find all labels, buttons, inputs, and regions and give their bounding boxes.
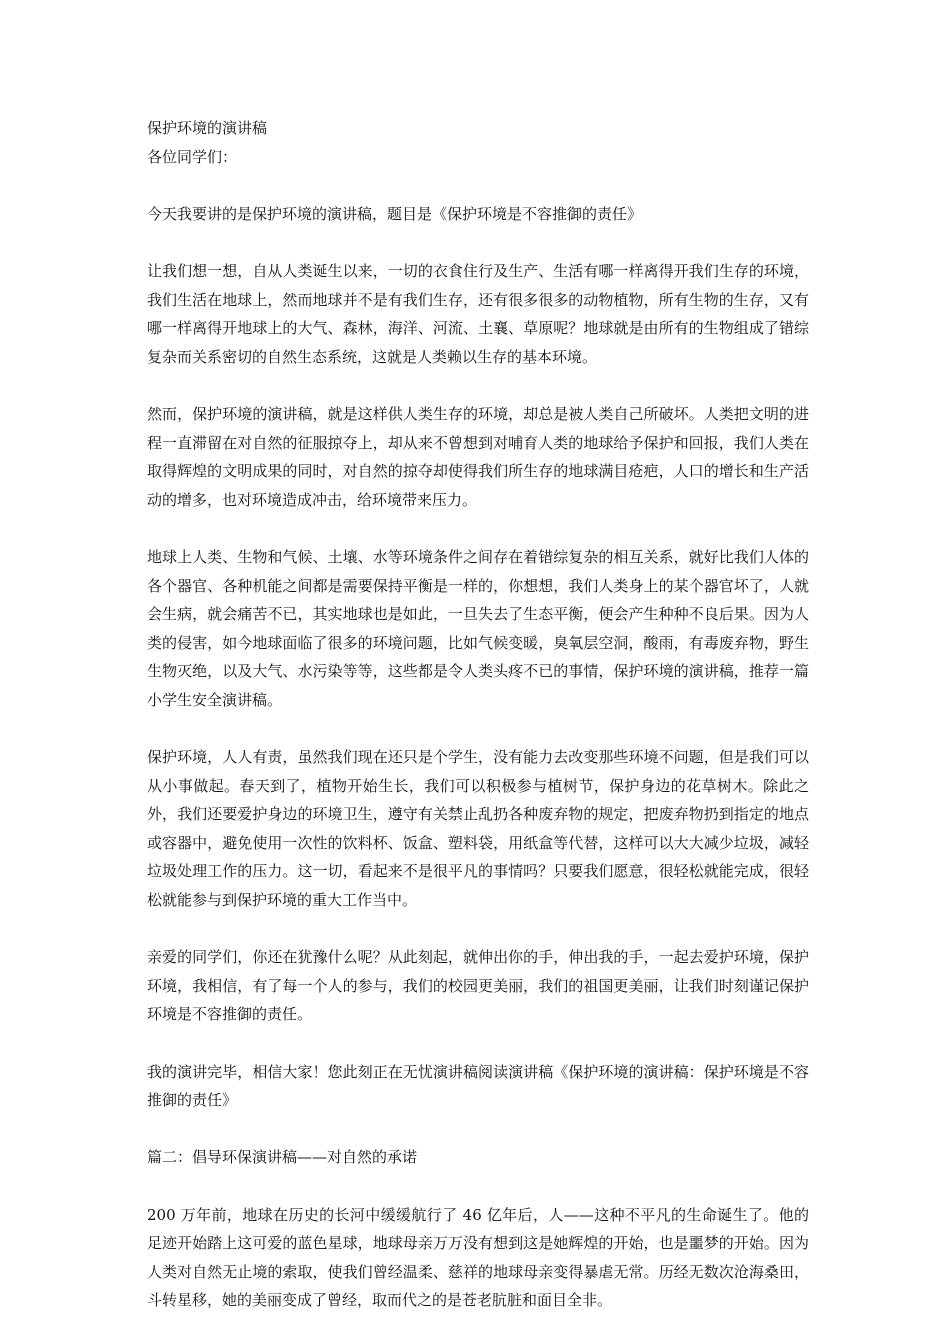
greeting: 各位同学们： (147, 147, 238, 166)
document-title: 保护环境的演讲稿 (147, 119, 268, 137)
section-two-heading: 篇二：倡导环保演讲稿——对自然的承诺 (147, 1148, 418, 1167)
document-body (147, 114, 809, 1344)
paragraph-topic: 今天我要讲的是保护环境的演讲稿，题目是《保护环境是不容推御的责任》 (147, 204, 643, 223)
paragraph-responsibility: 保护环境，人人有责，虽然我们现在还只是个学生，没有能力去改变那些环境不问题，但是我们可以从小事做起。春天到了，植物开始生长，我们可以积极参与植树节，保护身边的花草树木。除此之外，我们还要爱护身边的环境卫生，遵守有关禁止乱扔各种废弃物的规定，把废弃物扔到指定的地点或容器中，避免使用一次性的饮料杯、饭盒、塑料袋，用纸盒等代替，这样可以大大减少垃圾，减轻垃圾处理工作的压力。这一切，看起来不是很平凡的事情吗？只要我们愿意，很轻松就能完成，很轻松就能参与到保护环境的重大工作当中。 (147, 748, 809, 910)
paragraph-call-to-action: 亲爱的同学们，你还在犹豫什么呢？从此刻起，就伸出你的手，伸出我的手，一起去爱护环境，保护环境，我相信，有了每一个人的参与，我们的校园更美丽，我们的祖国更美丽，让我们时刻谨记保护环境是不容推御的责任。 (147, 948, 809, 1024)
paragraph-balance: 地球上人类、生物和气候、土壤、水等环境条件之间存在着错综复杂的相互关系，就好比我们人体的各个器官、各种机能之间都是需要保持平衡是一样的，你想想，我们人类身上的某个器官坏了，人就会生病，就会痛苦不已，其实地球也是如此，一旦失去了生态平衡，便会产生种种不良后果。因为人类的侵害，如今地球面临了很多的环境问题，比如气候变暖，臭氧层空洞，酸雨，有毒废弃物，野生生物灭绝，以及大气、水污染等等，这些都是令人类头疼不已的事情，保护环境的演讲稿，推荐一篇小学生安全演讲稿。 (147, 547, 809, 709)
paragraph-history: 200 万年前，地球在历史的长河中缓缓航行了 46 亿年后，人——这种不平凡的生命诞生了。他的足迹开始踏上这可爱的蓝色星球，地球母亲万万没有想到这是她辉煌的开始，也是噩梦的开始。因为人类对自然无止境的索取，使我们曾经温柔、慈祥的地球母亲变得暴虐无常。历经无数次沧海桑田，斗转星移，她的美丽变成了曾经，取而代之的是苍老肮脏和面目全非。 (147, 1205, 809, 1310)
paragraph-closing: 我的演讲完毕，相信大家！您此刻正在无忧演讲稿阅读演讲稿《保护环境的演讲稿：保护环境是不容推御的责任》 (147, 1062, 809, 1110)
paragraph-environment: 让我们想一想，自从人类诞生以来，一切的衣食住行及生产、生活有哪一样离得开我们生存的环境，我们生活在地球上，然而地球并不是有我们生存，还有很多很多的动物植物，所有生物的生存，又有哪一样离得开地球上的大气、森林，海洋、河流、土襄、草原呢？地球就是由所有的生物组成了错综复杂而关系密切的自然生态系统，这就是人类赖以生存的基本环境。 (147, 261, 809, 366)
paragraph-destruction: 然而，保护环境的演讲稿，就是这样供人类生存的环境，却总是被人类自己所破坏。人类把文明的进程一直滞留在对自然的征服掠夺上，却从来不曾想到对哺育人类的地球给予保护和回报，我们人类在取得辉煌的文明成果的同时，对自然的掠夺却使得我们所生存的地球满目疮疤，人口的增长和生产活动的增多，也对环境造成冲击，给环境带来压力。 (147, 404, 809, 509)
